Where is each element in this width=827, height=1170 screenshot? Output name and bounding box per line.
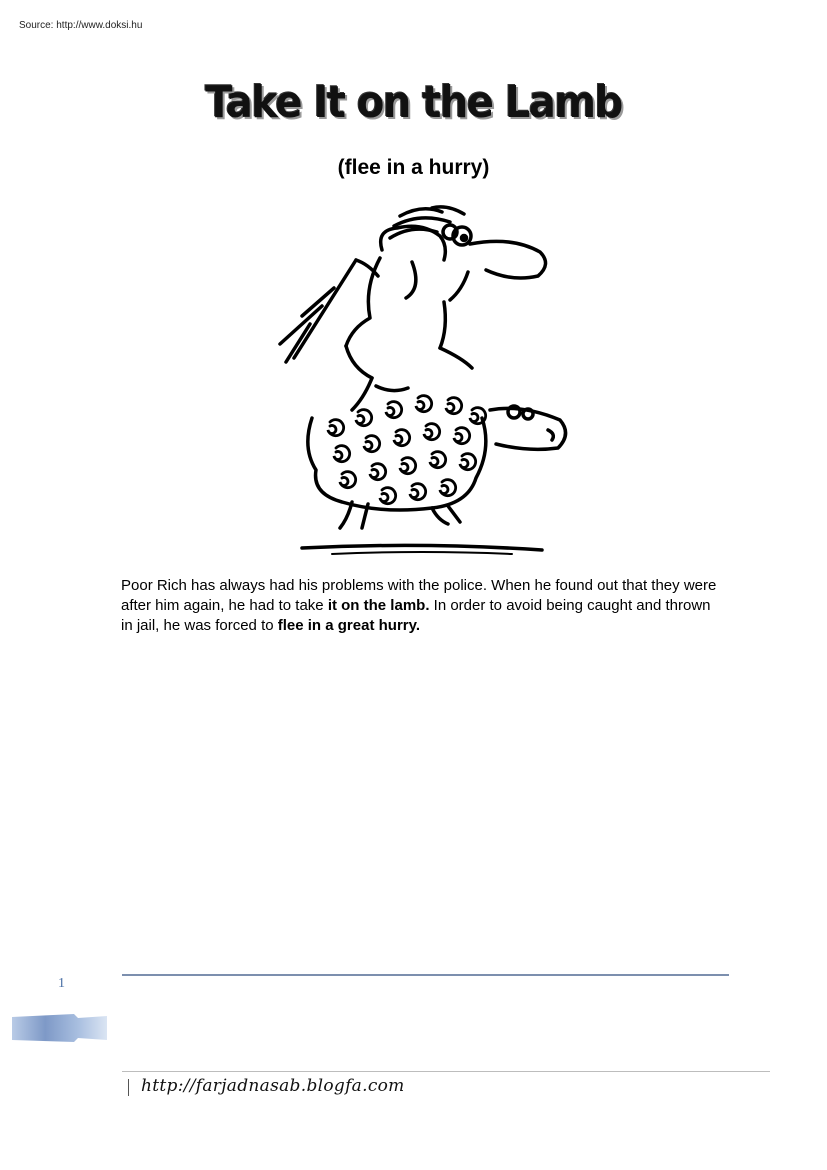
page-number: 1 <box>58 976 65 991</box>
footer-divider-blue <box>122 974 729 976</box>
footer-divider-gray <box>122 1071 770 1072</box>
story-paragraph <box>121 576 721 636</box>
paragraph-text-2: In order to avoid being caught and thrown in jail, he was forced to <box>121 597 711 634</box>
page-title: Take It on the Lamb <box>205 78 622 128</box>
page-subtitle: (flee in a hurry) <box>337 156 490 179</box>
paragraph-bold-1: it on the lamb. <box>327 597 430 614</box>
paragraph-text-1: Poor Rich has always had his problems with the police. When he found out that they were after him again, he had to take <box>121 577 717 614</box>
paragraph-bold-2: flee in a great hurry. <box>277 617 421 634</box>
footer-separator <box>128 1079 129 1096</box>
source-line: Source: http://www.doksi.hu <box>19 20 143 31</box>
man-riding-lamb-illustration <box>272 198 577 560</box>
footer-url: http://farjadnasab.blogfa.com <box>141 1076 405 1096</box>
decorative-tab-shape <box>12 1014 107 1042</box>
